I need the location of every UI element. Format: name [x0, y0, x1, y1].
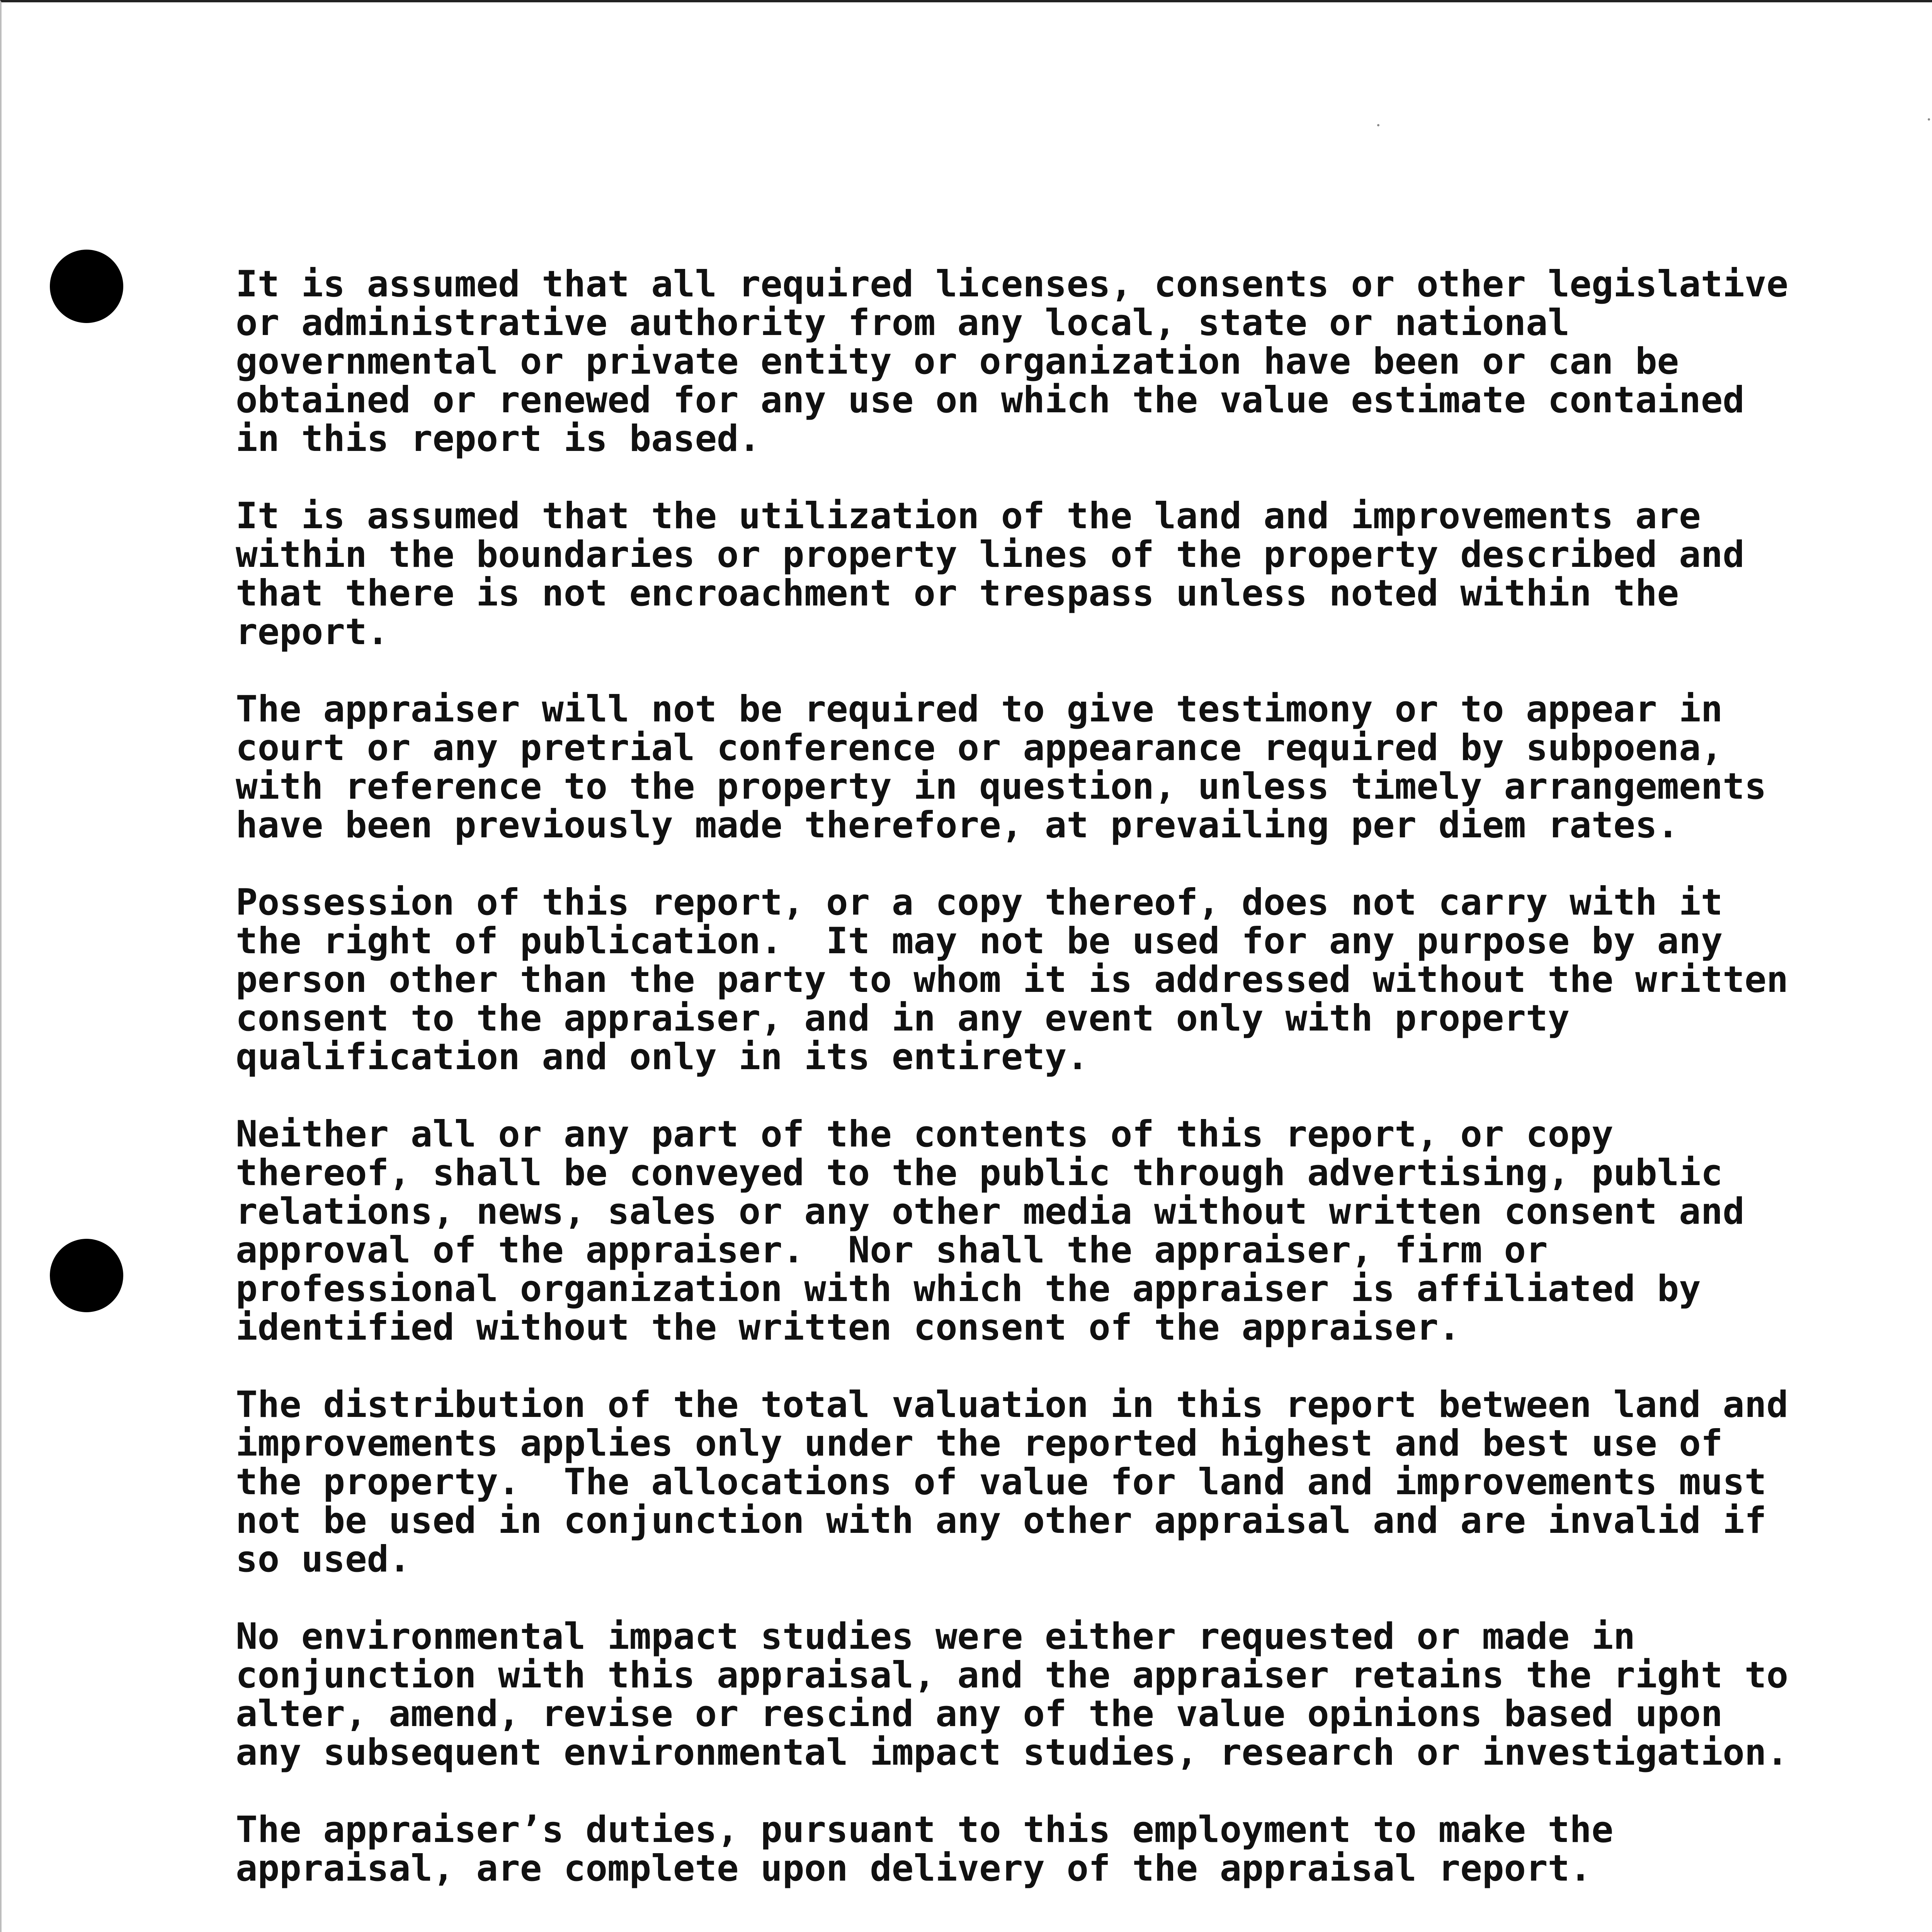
text-line: within the boundaries or property lines of the property described and — [236, 534, 1745, 576]
text-line: It is assumed that the utilization of the land and improvements are — [236, 495, 1701, 537]
text-line: improvements applies only under the reported highest and best use of — [236, 1422, 1723, 1464]
text-line: or administrative authority from any local, state or national — [236, 302, 1570, 344]
text-line: The appraiser will not be required to give testimony or to appear in — [236, 688, 1723, 730]
text-line: Neither all or any part of the contents of this report, or copy — [236, 1113, 1614, 1155]
text-line: obtained or renewed for any use on which the value estimate contained — [236, 379, 1745, 421]
text-line: The appraiser’s duties, pursuant to this employment to make the — [236, 1809, 1614, 1851]
scan-speck — [1928, 118, 1930, 121]
punch-hole-top — [50, 250, 123, 323]
text-line: the right of publication. It may not be used for any purpose by any — [236, 920, 1723, 962]
text-line: that there is not encroachment or trespass unless noted within the — [236, 572, 1679, 614]
text-line: any subsequent environmental impact studies, research or investigation. — [236, 1731, 1789, 1774]
text-line: have been previously made therefore, at prevailing per diem rates. — [236, 804, 1679, 846]
paragraph-boundaries — [236, 497, 1928, 651]
text-line: No environmental impact studies were either requested or made in — [236, 1616, 1635, 1658]
text-line: the property. The allocations of value for land and improvements must — [236, 1461, 1767, 1503]
text-line: appraisal, are complete upon delivery of the appraisal report. — [236, 1847, 1592, 1889]
paragraph-possession — [236, 883, 1928, 1077]
paragraph-duties — [236, 1811, 1928, 1888]
text-line: governmental or private entity or organization have been or can be — [236, 340, 1679, 383]
scan-speck — [1377, 124, 1379, 126]
body-text — [236, 265, 1928, 1927]
text-line: It is assumed that all required licenses, consents or other legislative — [236, 263, 1789, 305]
text-line: with reference to the property in question, unless timely arrangements — [236, 765, 1767, 808]
text-line: in this report is based. — [236, 418, 761, 460]
text-line: identified without the written consent of the appraiser. — [236, 1306, 1461, 1349]
paragraph-distribution — [236, 1386, 1928, 1579]
text-line: thereof, shall be conveyed to the public through advertising, public — [236, 1152, 1723, 1194]
text-line: professional organization with which the appraiser is affiliated by — [236, 1268, 1701, 1310]
text-line: consent to the appraiser, and in any event only with property — [236, 997, 1570, 1039]
text-line: not be used in conjunction with any other appraisal and are invalid if — [236, 1500, 1767, 1542]
paragraph-licenses — [236, 265, 1928, 458]
paragraph-testimony — [236, 690, 1928, 845]
punch-hole-middle — [50, 1239, 123, 1312]
text-line: person other than the party to whom it is addressed without the written — [236, 959, 1789, 1001]
text-line: relations, news, sales or any other media without written consent and — [236, 1190, 1745, 1233]
text-line: approval of the appraiser. Nor shall the appraiser, firm or — [236, 1229, 1548, 1271]
paragraph-environmental — [236, 1617, 1928, 1772]
text-line: Possession of this report, or a copy thereof, does not carry with it — [236, 881, 1723, 923]
text-line: conjunction with this appraisal, and the appraiser retains the right to — [236, 1654, 1789, 1696]
paragraph-public-conveyance — [236, 1115, 1928, 1347]
text-line: alter, amend, revise or rescind any of the value opinions based upon — [236, 1693, 1723, 1735]
text-line: so used. — [236, 1538, 411, 1580]
text-line: The distribution of the total valuation in this report between land and — [236, 1384, 1789, 1426]
text-line: qualification and only in its entirety. — [236, 1036, 1089, 1078]
text-line: report. — [236, 611, 389, 653]
text-line: court or any pretrial conference or appearance required by subpoena, — [236, 727, 1723, 769]
